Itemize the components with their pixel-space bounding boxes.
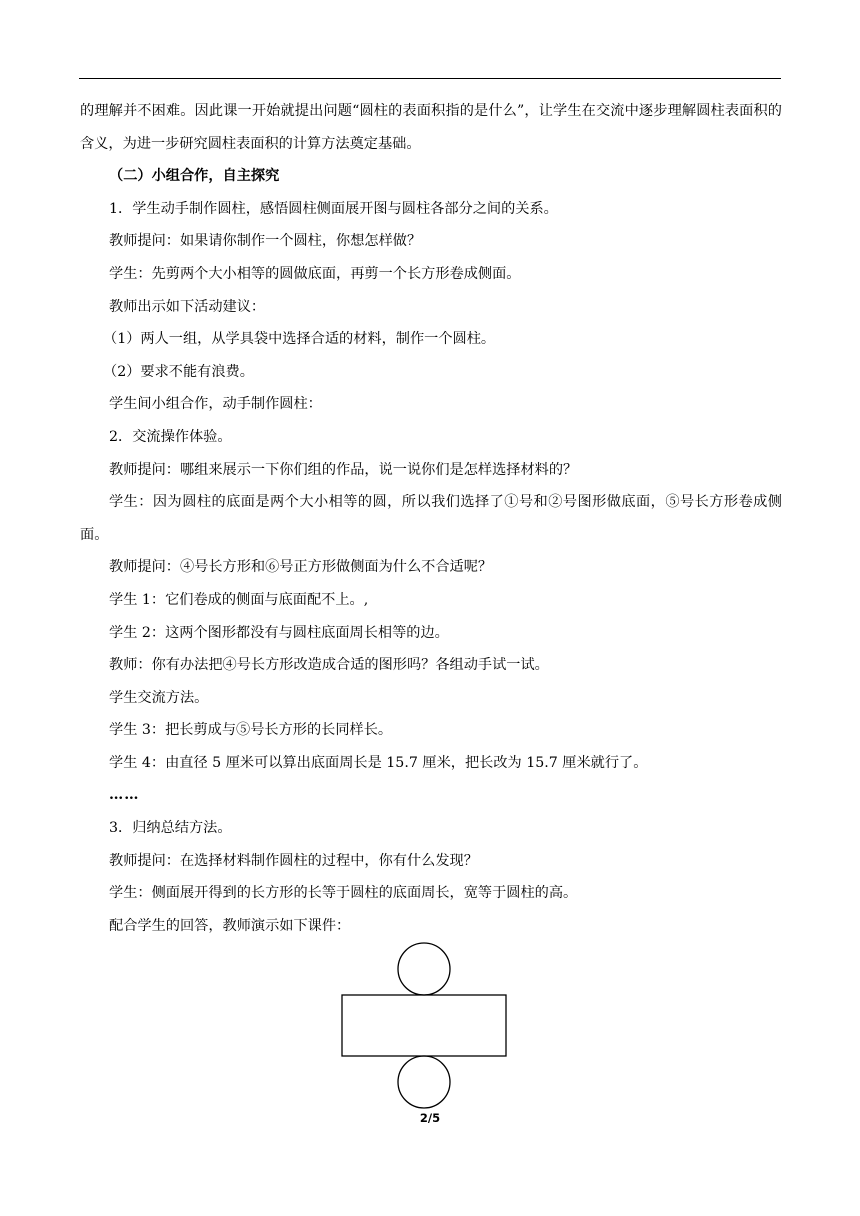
paragraph: 教师出示如下活动建议： bbox=[109, 298, 266, 315]
step-3-title: 3．归纳总结方法。 bbox=[109, 820, 232, 837]
page-number: 2/5 bbox=[419, 1111, 441, 1125]
cylinder-net-diagram bbox=[340, 942, 508, 1110]
ellipsis: …… bbox=[109, 787, 140, 804]
paragraph: 学生 1：它们卷成的侧面与底面配不上。, bbox=[109, 591, 369, 608]
step-1-title: 1．学生动手制作圆柱，感悟圆柱侧面展开图与圆柱各部分之间的关系。 bbox=[109, 200, 558, 217]
paragraph: 学生：侧面展开得到的长方形的长等于圆柱的底面周长，宽等于圆柱的高。 bbox=[109, 885, 578, 902]
paragraph: （1）两人一组，从学具袋中选择合适的材料，制作一个圆柱。 bbox=[103, 331, 496, 348]
paragraph: 教师：你有办法把④号长方形改造成合适的图形吗？各组动手试一试。 bbox=[109, 657, 549, 674]
paragraph: 学生 4：由直径 5 厘米可以算出底面周长是 15.7 厘米，把长改为 15.7 厘米就行了。 bbox=[109, 754, 648, 771]
paragraph: 学生 3：把长剪成与⑤号长方形的长同样长。 bbox=[109, 722, 393, 739]
paragraph: 学生交流方法。 bbox=[109, 689, 209, 706]
paragraph-intro: 的理解并不困难。因此课一开始就提出问题“圆柱的表面积指的是什么”，让学生在交流中逐步理解圆柱表面积的含义，为进一步研究圆柱表面积的计算方法奠定基础。 bbox=[80, 103, 782, 152]
section-heading: （二）小组合作，自主探究 bbox=[109, 168, 280, 185]
lateral-surface-rectangle bbox=[342, 995, 506, 1056]
paragraph: 教师提问：④号长方形和⑥号正方形做侧面为什么不合适呢？ bbox=[109, 559, 493, 576]
paragraph: 教师提问：在选择材料制作圆柱的过程中，你有什么发现？ bbox=[109, 852, 478, 869]
paragraph: 配合学生的回答，教师演示如下课件： bbox=[109, 917, 351, 934]
paragraph: （2）要求不能有浪费。 bbox=[103, 363, 254, 380]
header-rule bbox=[79, 78, 781, 79]
top-base-circle bbox=[398, 943, 450, 995]
paragraph: 学生间小组合作，动手制作圆柱： bbox=[109, 396, 322, 413]
paragraph: 学生 2：这两个图形都没有与圆柱底面周长相等的边。 bbox=[109, 624, 449, 641]
paragraph: 教师提问：哪组来展示一下你们组的作品，说一说你们是怎样选择材料的？ bbox=[109, 461, 578, 478]
bottom-base-circle bbox=[398, 1056, 450, 1108]
step-2-title: 2．交流操作体验。 bbox=[109, 428, 232, 445]
paragraph: 教师提问：如果请你制作一个圆柱，你想怎样做？ bbox=[109, 233, 422, 250]
paragraph: 学生：先剪两个大小相等的圆做底面，再剪一个长方形卷成侧面。 bbox=[109, 265, 521, 282]
paragraph: 学生：因为圆柱的底面是两个大小相等的圆，所以我们选择了①号和②号图形做底面，⑤号长方形卷成侧面。 bbox=[80, 494, 782, 543]
document-body bbox=[80, 95, 782, 942]
